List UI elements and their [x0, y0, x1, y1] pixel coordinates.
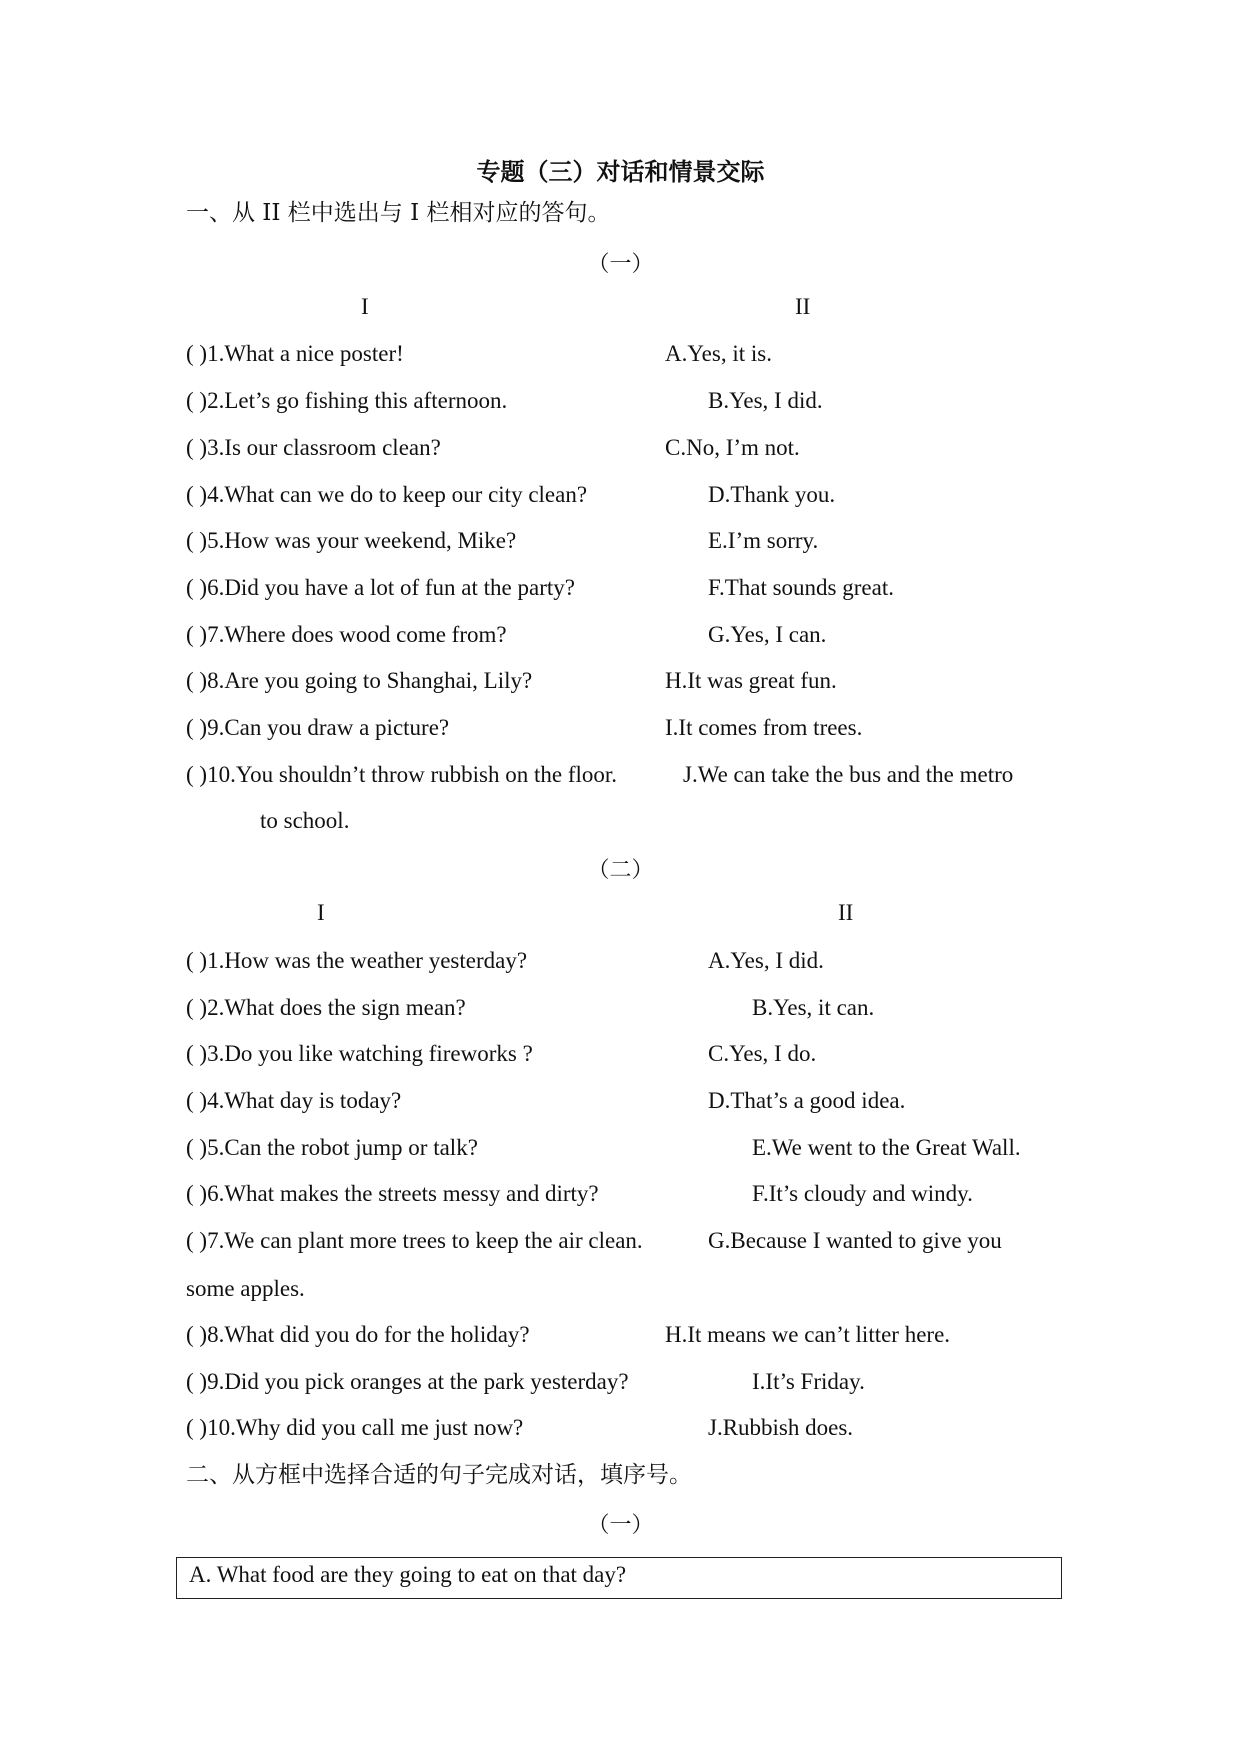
s1-question-9: ( )9.Can you draw a picture?	[186, 715, 450, 740]
s2-answer-e: E.We went to the Great Wall.	[752, 1135, 1021, 1160]
s1-question-2: ( )2.Let’s go fishing this afternoon.	[186, 388, 508, 413]
s2-question-5: ( )5.Can the robot jump or talk?	[186, 1135, 478, 1160]
part1-heading: 一、从 II 栏中选出与 I 栏相对应的答句。	[186, 200, 611, 226]
s2-answer-j: J.Rubbish does.	[708, 1415, 854, 1440]
page-title: 专题（三）对话和情景交际	[476, 158, 765, 186]
section2-label: （二）	[587, 857, 654, 882]
s2-answer-g: G.Because I wanted to give you	[708, 1228, 1002, 1253]
s1-answer-c: C.No, I’m not.	[665, 435, 800, 460]
s2-answer-a: A.Yes, I did.	[708, 948, 824, 973]
s2-answer-b: B.Yes, it can.	[752, 995, 875, 1020]
s2-answer-i: I.It’s Friday.	[752, 1369, 865, 1394]
s2-answer-c: C.Yes, I do.	[708, 1041, 817, 1066]
s2-question-4: ( )4.What day is today?	[186, 1088, 402, 1113]
choice-a: A. What food are they going to eat on that day?	[189, 1562, 627, 1587]
part2-section-label: （一）	[587, 1512, 654, 1537]
s2-question-10: ( )10.Why did you call me just now?	[186, 1415, 524, 1440]
s2-question-8: ( )8.What did you do for the holiday?	[186, 1322, 530, 1347]
s1-answer-h: H.It was great fun.	[665, 668, 837, 693]
s2-answer-h: H.It means we can’t litter here.	[665, 1322, 951, 1347]
section2-column-i: I	[317, 900, 325, 925]
s1-question-4: ( )4.What can we do to keep our city clean?	[186, 482, 588, 507]
s2-question-3: ( )3.Do you like watching fireworks ?	[186, 1041, 533, 1066]
s2-answer-f: F.It’s cloudy and windy.	[752, 1181, 973, 1206]
s1-answer-i: I.It comes from trees.	[665, 715, 863, 740]
s1-answer-j-continuation: to school.	[260, 808, 350, 833]
s2-answer-d: D.That’s a good idea.	[708, 1088, 906, 1113]
s2-question-9: ( )9.Did you pick oranges at the park yesterday?	[186, 1369, 629, 1394]
section2-column-ii: II	[838, 900, 854, 925]
s1-question-10: ( )10.You shouldn’t throw rubbish on the floor.	[186, 762, 618, 787]
s1-question-5: ( )5.How was your weekend, Mike?	[186, 528, 517, 553]
s1-question-7: ( )7.Where does wood come from?	[186, 622, 507, 647]
s2-question-1: ( )1.How was the weather yesterday?	[186, 948, 528, 973]
s2-answer-g-continuation: some apples.	[186, 1276, 305, 1301]
s1-answer-e: E.I’m sorry.	[708, 528, 819, 553]
choice-box	[176, 1557, 1062, 1599]
s1-answer-d: D.Thank you.	[708, 482, 836, 507]
s1-answer-g: G.Yes, I can.	[708, 622, 827, 647]
section1-column-ii: II	[795, 294, 811, 319]
s1-question-1: ( )1.What a nice poster!	[186, 341, 404, 366]
s1-question-3: ( )3.Is our classroom clean?	[186, 435, 441, 460]
section1-label: （一）	[587, 251, 654, 276]
s2-question-6: ( )6.What makes the streets messy and dirty?	[186, 1181, 599, 1206]
s1-question-6: ( )6.Did you have a lot of fun at the party?	[186, 575, 575, 600]
s2-question-7: ( )7.We can plant more trees to keep the air clean.	[186, 1228, 643, 1253]
part2-heading: 二、从方框中选择合适的句子完成对话，填序号。	[186, 1462, 692, 1488]
s1-answer-a: A.Yes, it is.	[665, 341, 772, 366]
s1-question-8: ( )8.Are you going to Shanghai, Lily?	[186, 668, 533, 693]
s2-question-2: ( )2.What does the sign mean?	[186, 995, 466, 1020]
s1-answer-f: F.That sounds great.	[708, 575, 894, 600]
s1-answer-b: B.Yes, I did.	[708, 388, 823, 413]
section1-column-i: I	[361, 294, 369, 319]
s1-answer-j: J.We can take the bus and the metro	[683, 762, 1014, 787]
